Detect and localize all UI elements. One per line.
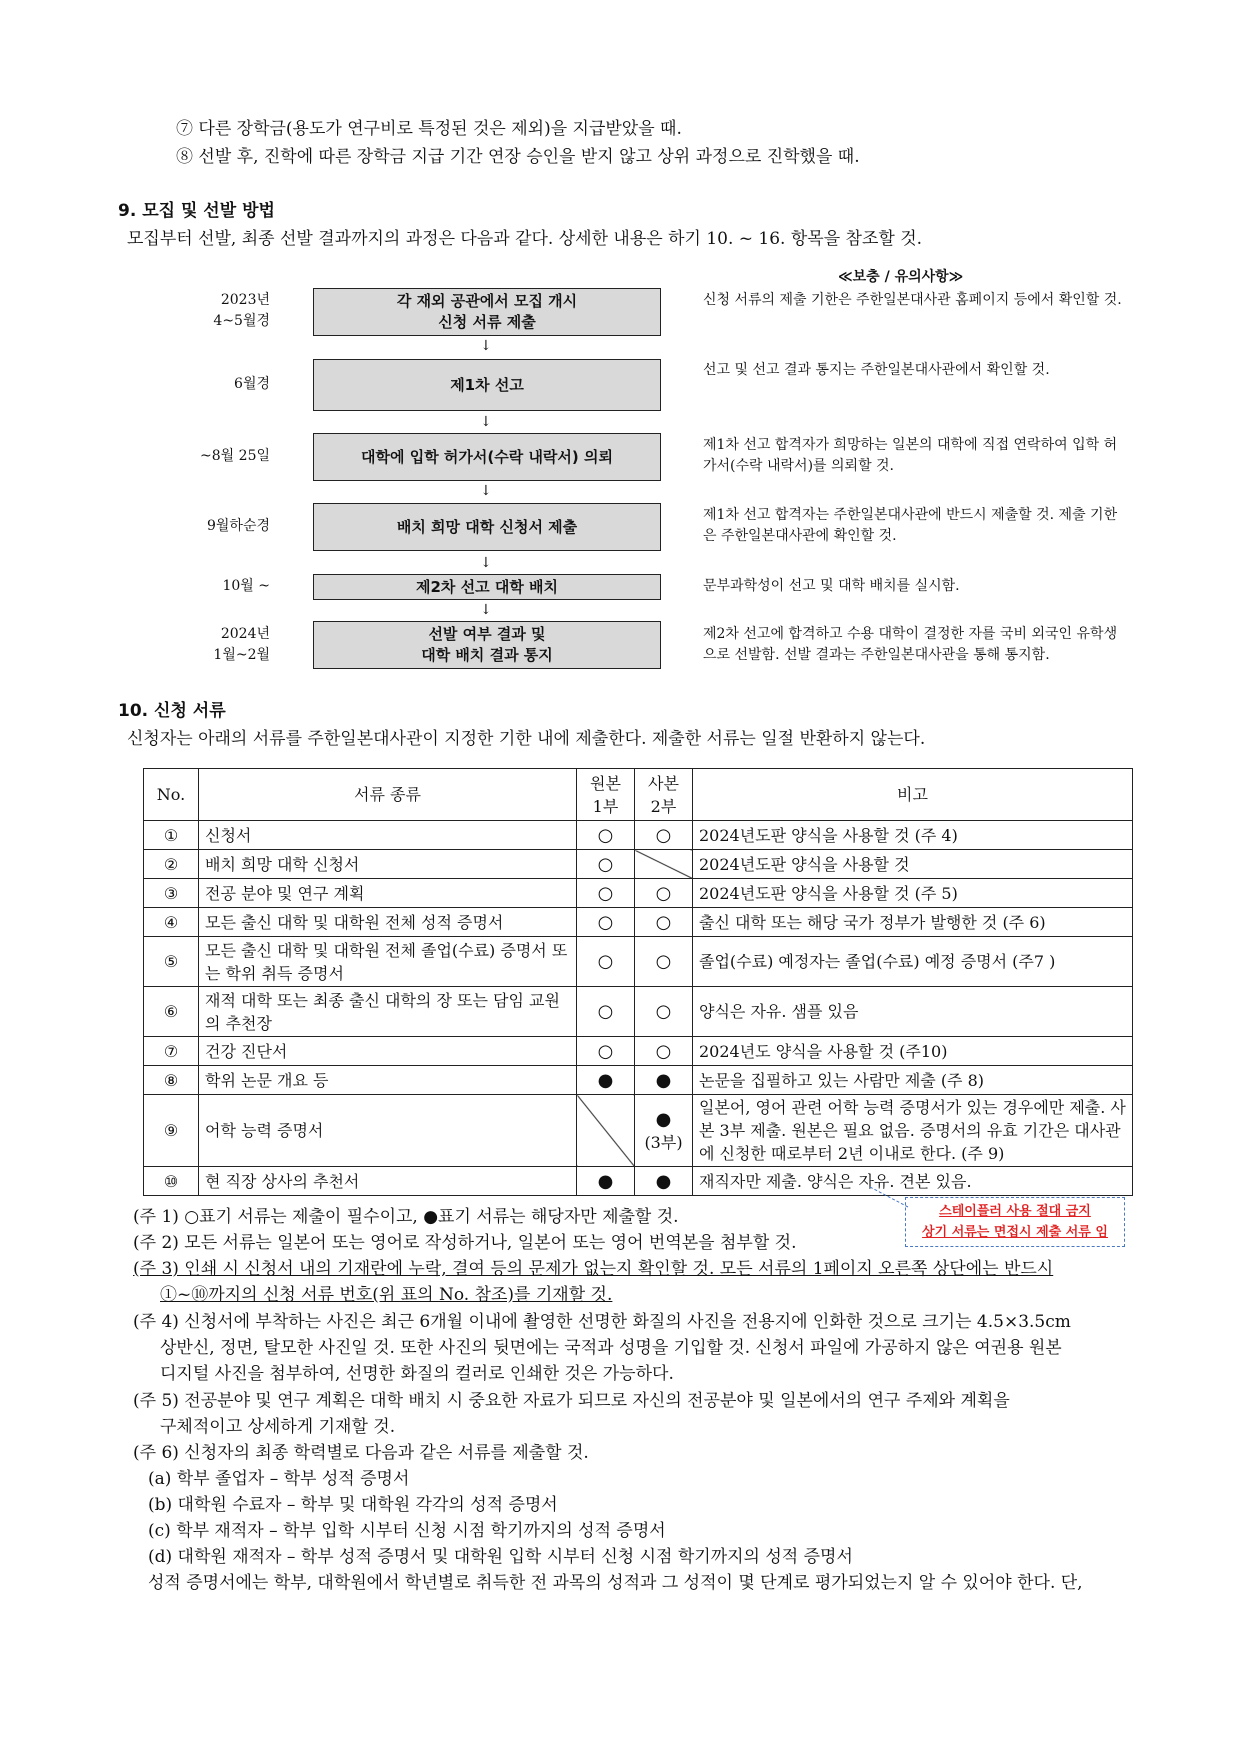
row-type: 모든 출신 대학 및 대학원 전체 성적 증명서: [199, 908, 577, 937]
step2-date: 6월경: [234, 376, 270, 392]
row-copy: ● (3부): [635, 1095, 693, 1167]
row-original: ○: [577, 1037, 635, 1066]
row-original-na: [577, 1095, 635, 1167]
note-6-b: (b) 대학원 수료자 – 학부 및 대학원 각각의 성적 증명서: [148, 1495, 558, 1515]
step4-date: 9월하순경: [206, 518, 270, 534]
row-remark: 출신 대학 또는 해당 국가 정부가 발행한 것 (주 6): [693, 908, 1133, 937]
section10-intro: 신청자는 아래의 서류를 주한일본대사관이 지정한 기한 내에 제출한다. 제출한 서류는 일절 반환하지 않는다.: [127, 729, 926, 749]
header-original: 원본 1부: [577, 769, 635, 821]
note-6-d: (d) 대학원 재적자 – 학부 성적 증명서 및 대학원 입학 시부터 신청 시점 학기까지의 성적 증명서: [148, 1547, 853, 1567]
top-item-7: ⑦ 다른 장학금(용도가 연구비로 특정된 것은 제외)을 지급받았을 때.: [176, 119, 682, 139]
row-remark: 2024년도 양식을 사용할 것 (주10): [693, 1037, 1133, 1066]
row-no: ⑨: [144, 1095, 199, 1167]
note-1: (주 1) ○표기 서류는 제출이 필수이고, ●표기 서류는 해당자만 제출할 것.: [133, 1207, 679, 1227]
table-row: [144, 908, 1133, 937]
row-original: ○: [577, 821, 635, 850]
arrow-5: ↓: [480, 602, 492, 618]
row-type: 모든 출신 대학 및 대학원 전체 졸업(수료) 증명서 또는 학위 취득 증명서: [199, 937, 577, 987]
note-4-cont-1: 상반신, 정면, 탈모한 사진일 것. 또한 사진의 뒷면에는 국적과 성명을 기입할 것. 신청서 파일에 가공하지 않은 여권용 원본: [160, 1338, 1062, 1358]
row-original: ●: [577, 1066, 635, 1095]
table-row: [144, 1095, 1133, 1167]
row-remark: 양식은 자유. 샘플 있음: [693, 987, 1133, 1037]
arrow-4: ↓: [480, 555, 492, 571]
row-original: ○: [577, 937, 635, 987]
row-copy-na: [635, 850, 693, 879]
step6-date: 2024년 1월~2월: [213, 626, 270, 663]
table-row: [144, 937, 1133, 987]
step2-note: 선고 및 선고 결과 통지는 주한일본대사관에서 확인할 것.: [703, 362, 1050, 378]
row-type: 배치 희망 대학 신청서: [199, 850, 577, 879]
header-remark: 비고: [693, 769, 1133, 821]
row-no: ⑧: [144, 1066, 199, 1095]
stamp-line-1: 스테이플러 사용 절대 금지: [939, 1204, 1091, 1219]
arrow-1: ↓: [480, 338, 492, 354]
header-type: 서류 종류: [199, 769, 577, 821]
row-remark: 일본어, 영어 관련 어학 능력 증명서가 있는 경우에만 제출. 사본 3부 제출. 원본은 필요 없음. 증명서의 유효 기간은 대사관에 신청한 때로부터 2년 이내로 한다. (주 9): [693, 1095, 1133, 1167]
table-row: [144, 1066, 1133, 1095]
note-2: (주 2) 모든 서류는 일본어 또는 영어로 작성하거나, 일본어 또는 영어 번역본을 첨부할 것.: [133, 1233, 797, 1253]
header-no: No.: [144, 769, 199, 821]
stamp-line-2: 상기 서류는 면접시 제출 서류 임: [922, 1225, 1108, 1240]
row-original: ○: [577, 850, 635, 879]
row-copy: ●: [635, 1167, 693, 1196]
row-no: ②: [144, 850, 199, 879]
table-row: [144, 821, 1133, 850]
table-row: [144, 850, 1133, 879]
row-no: ③: [144, 879, 199, 908]
row-type: 재적 대학 또는 최종 출신 대학의 장 또는 담임 교원의 추천장: [199, 987, 577, 1037]
note-6-a: (a) 학부 졸업자 – 학부 성적 증명서: [148, 1469, 410, 1489]
note-6: (주 6) 신청자의 최종 학력별로 다음과 같은 서류를 제출할 것.: [133, 1443, 589, 1463]
note-4-cont-2: 디지털 사진을 첨부하여, 선명한 화질의 컬러로 인쇄한 것은 가능하다.: [160, 1364, 674, 1384]
row-copy: ●: [635, 1066, 693, 1095]
step3-date: ~8월 25일: [200, 448, 270, 464]
step5-note: 문부과학성이 선고 및 대학 배치를 실시함.: [703, 578, 960, 594]
row-remark: 2024년도판 양식을 사용할 것 (주 5): [693, 879, 1133, 908]
top-item-8: ⑧ 선발 후, 진학에 따른 장학금 지급 기간 연장 승인을 받지 않고 상위 과정으로 진학했을 때.: [176, 147, 860, 167]
arrow-3: ↓: [480, 483, 492, 499]
row-type: 어학 능력 증명서: [199, 1095, 577, 1167]
step1-box: 각 재외 공관에서 모집 개시 신청 서류 제출: [313, 288, 661, 336]
row-type: 전공 분야 및 연구 계획: [199, 879, 577, 908]
table-row: [144, 1167, 1133, 1196]
row-no: ④: [144, 908, 199, 937]
row-no: ⑥: [144, 987, 199, 1037]
row-remark: 재직자만 제출. 양식은 자유. 견본 있음.: [693, 1167, 1133, 1196]
note-3-cont: ①~⑩까지의 신청 서류 번호(위 표의 No. 참조)를 기재할 것.: [160, 1285, 613, 1305]
no-staple-stamp: [905, 1197, 1125, 1247]
note-6-c: (c) 학부 재적자 – 학부 입학 시부터 신청 시점 학기까지의 성적 증명서: [148, 1521, 666, 1541]
row-original: ○: [577, 908, 635, 937]
step1-date: 2023년 4~5월경: [213, 292, 270, 329]
step6-box: 선발 여부 결과 및 대학 배치 결과 통지: [313, 621, 661, 669]
documents-table: [143, 768, 1133, 1196]
row-remark: 2024년도판 양식을 사용할 것: [693, 850, 1133, 879]
step3-box: 대학에 입학 허가서(수락 내락서) 의뢰: [313, 433, 661, 481]
step5-date: 10월 ~: [222, 578, 270, 594]
row-original: ○: [577, 987, 635, 1037]
note-3: (주 3) 인쇄 시 신청서 내의 기재란에 누락, 결여 등의 문제가 없는지 확인할 것. 모든 서류의 1페이지 오른쪽 상단에는 반드시: [133, 1259, 1054, 1279]
step5-box: 제2차 선고 대학 배치: [313, 574, 661, 600]
row-type: 학위 논문 개요 등: [199, 1066, 577, 1095]
row-no: ⑤: [144, 937, 199, 987]
step2-box: 제1차 선고: [313, 359, 661, 411]
section10-title: 10. 신청 서류: [118, 701, 226, 721]
row-no: ⑦: [144, 1037, 199, 1066]
note-5-cont: 구체적이고 상세하게 기재할 것.: [160, 1417, 396, 1437]
step1-note: 신청 서류의 제출 기한은 주한일본대사관 홈페이지 등에서 확인할 것.: [703, 292, 1122, 308]
row-original: ●: [577, 1167, 635, 1196]
section9-intro: 모집부터 선발, 최종 선발 결과까지의 과정은 다음과 같다. 상세한 내용은 하기 10. ~ 16. 항목을 참조할 것.: [127, 229, 923, 249]
step6-note: 제2차 선고에 합격하고 수용 대학이 결정한 자를 국비 외국인 유학생으로 선발함. 선발 결과는 주한일본대사관을 통해 통지함.: [703, 626, 1118, 663]
table-row: [144, 879, 1133, 908]
table-header-row: [144, 769, 1133, 821]
step4-box: 배치 희망 대학 신청서 제출: [313, 503, 661, 551]
row-no: ⑩: [144, 1167, 199, 1196]
note-4: (주 4) 신청서에 부착하는 사진은 최근 6개월 이내에 촬영한 선명한 화질의 사진을 전용지에 인화한 것으로 크기는 4.5×3.5cm: [133, 1312, 1071, 1332]
row-type: 건강 진단서: [199, 1037, 577, 1066]
table-row: [144, 1037, 1133, 1066]
row-copy: ○: [635, 1037, 693, 1066]
row-original: ○: [577, 879, 635, 908]
row-type: 신청서: [199, 821, 577, 850]
row-copy: ○: [635, 987, 693, 1037]
note-5: (주 5) 전공분야 및 연구 계획은 대학 배치 시 중요한 자료가 되므로 자신의 전공분야 및 일본에서의 연구 주제와 계획을: [133, 1391, 1010, 1411]
row-copy: ○: [635, 937, 693, 987]
table-row: [144, 987, 1133, 1037]
row-remark: 논문을 집필하고 있는 사람만 제출 (주 8): [693, 1066, 1133, 1095]
arrow-2: ↓: [480, 414, 492, 430]
section9-title: 9. 모집 및 선발 방법: [118, 201, 275, 221]
step3-note: 제1차 선고 합격자가 희망하는 일본의 대학에 직접 연락하여 입학 허가서(수락 내락서)를 의뢰할 것.: [703, 437, 1118, 474]
row-type: 현 직장 상사의 추천서: [199, 1167, 577, 1196]
row-copy: ○: [635, 908, 693, 937]
note-6-tail: 성적 증명서에는 학부, 대학원에서 학년별로 취득한 전 과목의 성적과 그 성적이 몇 단계로 평가되었는지 알 수 있어야 한다. 단,: [148, 1573, 1083, 1593]
header-copy: 사본 2부: [635, 769, 693, 821]
row-copy: ○: [635, 879, 693, 908]
step4-note: 제1차 선고 합격자는 주한일본대사관에 반드시 제출할 것. 제출 기한은 주한일본대사관에 확인할 것.: [703, 507, 1118, 544]
notes-title: ≪보충 / 유의사항≫: [838, 269, 964, 285]
row-remark: 졸업(수료) 예정자는 졸업(수료) 예정 증명서 (주7 ): [693, 937, 1133, 987]
row-copy: ○: [635, 821, 693, 850]
row-remark: 2024년도판 양식을 사용할 것 (주 4): [693, 821, 1133, 850]
row-no: ①: [144, 821, 199, 850]
